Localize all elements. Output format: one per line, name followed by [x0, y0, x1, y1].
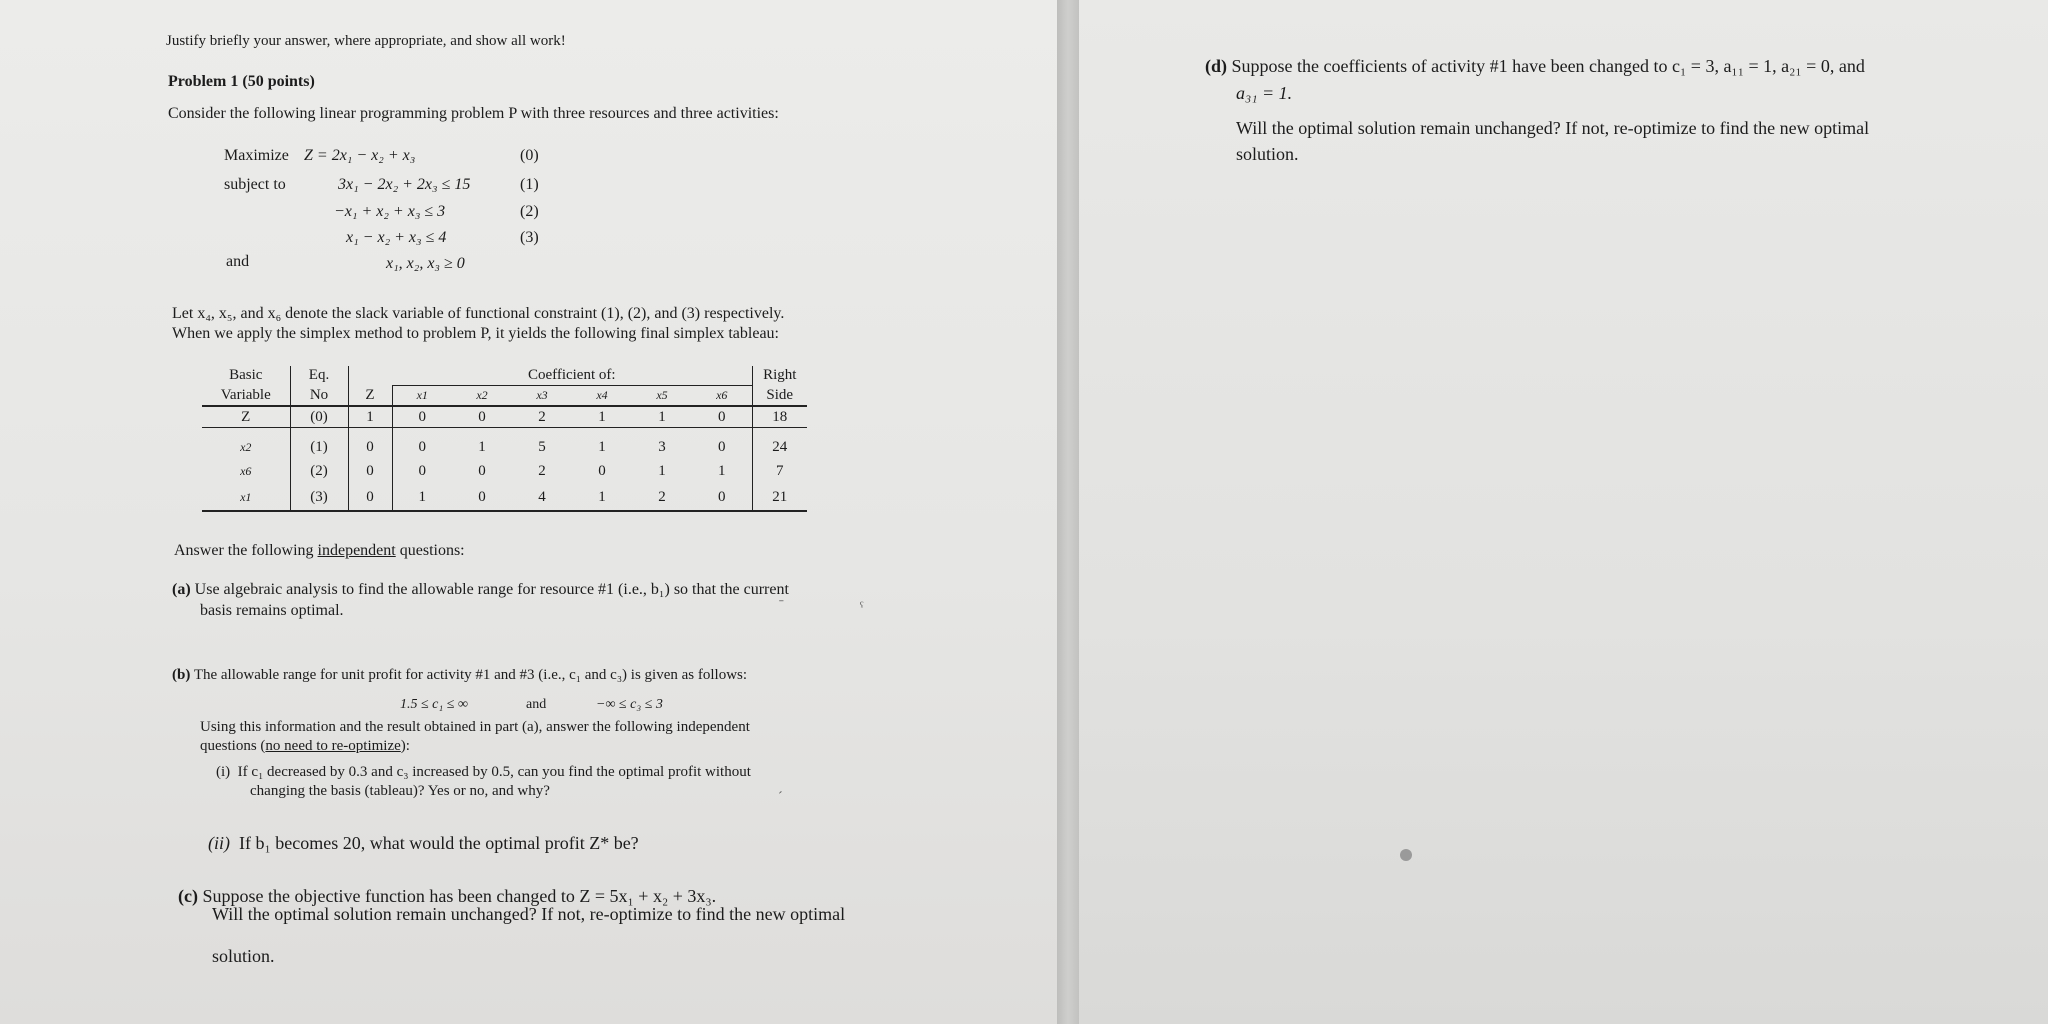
cell: 1 [572, 484, 632, 511]
cell: 1 [348, 406, 392, 428]
page-gutter [1057, 0, 1079, 1024]
header-var: x4 [572, 386, 632, 407]
question-d-line3: Will the optimal solution remain unchanged? If not, re-optimize to find the new optimal [1236, 118, 1870, 138]
row-eq: (3) [290, 484, 348, 511]
row-rhs: 24 [752, 428, 807, 458]
question-b-i-line2: changing the basis (tableau)? Yes or no, and why? [250, 783, 550, 799]
slack-text-2: When we apply the simplex method to problem P, it yields the following final simplex tableau: [172, 325, 779, 342]
cell: 0 [718, 439, 726, 455]
question-c: (c) Suppose the objective function has been changed to Z = 5x₁ + x₂ + 3x₃. [178, 886, 717, 906]
instructions: Justify briefly your answer, where appropriate, and show all work! [166, 33, 566, 49]
stray-mark: ˉ [779, 598, 784, 613]
cell: 1 [478, 439, 486, 455]
question-b-line2: Using this information and the result obtained in part (a), answer the following independent [200, 719, 750, 735]
constraint-3-tag: (3) [520, 229, 539, 246]
cell: 0 [348, 484, 392, 511]
question-b-line3: questions (no need to re-optimize): [200, 738, 410, 754]
header-z: Z [348, 386, 392, 407]
cell: 0 [392, 457, 452, 484]
header-coefficient: Coefficient of: [392, 366, 752, 386]
subject-to-label: subject to [224, 176, 286, 193]
row-rhs: 7 [752, 457, 807, 484]
header-var: x5 [632, 386, 692, 407]
constraint-2: −x₁ + x₂ + x₃ ≤ 3 [334, 203, 446, 220]
row-eq: (0) [290, 406, 348, 428]
header-eq: Eq. [290, 366, 348, 386]
header-var: x2 [452, 386, 512, 407]
stray-mark: ˊ [778, 790, 783, 805]
header-var: x1 [392, 386, 452, 407]
row-rhs: 21 [752, 484, 807, 511]
cell: 2 [632, 484, 692, 511]
stray-mark: ˁ [860, 600, 864, 615]
question-a: (a) Use algebraic analysis to find the allowable range for resource #1 (i.e., b₁) so that the current [172, 581, 789, 598]
question-c-line2: Will the optimal solution remain unchanged? If not, re-optimize to find the new optimal [212, 904, 846, 924]
cell: 1 [658, 462, 666, 479]
question-c-line3: solution. [212, 946, 275, 966]
tableau-header-row-1 [202, 366, 807, 386]
right-page [1079, 0, 2048, 1024]
marker-dot [1400, 849, 1412, 861]
cell: 0 [348, 428, 392, 458]
header-right: Right [752, 366, 807, 386]
tableau-header-row-2 [202, 386, 807, 407]
row-basic: Z [202, 406, 290, 428]
question-a-line2: basis remains optimal. [200, 602, 344, 619]
header-basic: Basic [229, 367, 263, 384]
cell: 1 [632, 406, 692, 428]
cell: 0 [452, 406, 512, 428]
constraint-3: x₁ − x₂ + x₃ ≤ 4 [346, 229, 447, 246]
row-rhs: 18 [752, 406, 807, 428]
cell: 0 [348, 457, 392, 484]
and-label: and [226, 253, 250, 270]
range-c3: −∞ ≤ c₃ ≤ 3 [596, 697, 663, 712]
constraint-1: 3x₁ − 2x₂ + 2x₃ ≤ 15 [338, 176, 471, 193]
cell: 3 [658, 439, 666, 455]
row-basic: x2 [240, 440, 252, 454]
cell: 0 [478, 462, 486, 479]
question-b-i: (i) If c₁ decreased by 0.3 and c₃ increased by 0.5, can you find the optimal profit without [216, 764, 751, 780]
cell: 0 [692, 484, 752, 511]
question-d-line2: a₃₁ = 1. [1236, 83, 1293, 103]
question-b: (b) The allowable range for unit profit for activity #1 and #3 (i.e., c₁ and c₃) is given as follows: [172, 667, 748, 683]
slack-text-1: Let x₄, x₅, and x₆ denote the slack variable of functional constraint (1), (2), and (3) respectively. [172, 305, 785, 322]
header-no: No [290, 386, 348, 407]
objective-tag: (0) [520, 147, 539, 164]
cell: 1 [392, 484, 452, 511]
header-variable: Variable [202, 386, 290, 407]
row-basic: x6 [240, 463, 252, 478]
constraint-1-tag: (1) [520, 176, 539, 193]
cell: 5 [538, 439, 546, 455]
cell: 0 [392, 406, 452, 428]
constraint-2-tag: (2) [520, 203, 539, 220]
cell: 2 [512, 406, 572, 428]
header-var: x6 [692, 386, 752, 407]
cell: 0 [598, 462, 606, 479]
question-d: (d) Suppose the coefficients of activity #1 have been changed to c₁ = 3, a₁₁ = 1, a₂₁ = 0, and [1205, 56, 1865, 76]
simplex-tableau [202, 366, 807, 512]
row-basic: x1 [202, 484, 290, 511]
cell: 0 [692, 406, 752, 428]
row-eq: (2) [290, 457, 348, 484]
objective-label: Maximize [224, 147, 289, 164]
question-b-ii: (ii) If b₁ becomes 20, what would the optimal profit Z* be? [208, 833, 639, 853]
objective-function: Z = 2x₁ − x₂ + x₃ [304, 147, 416, 164]
header-var: x3 [512, 386, 572, 407]
range-c1: 1.5 ≤ c₁ ≤ ∞ [400, 697, 468, 712]
table-row [202, 428, 807, 458]
question-d-line4: solution. [1236, 144, 1299, 164]
table-row [202, 406, 807, 428]
table-row [202, 484, 807, 511]
nonnegativity: x₁, x₂, x₃ ≥ 0 [386, 255, 465, 272]
cell: 1 [572, 406, 632, 428]
cell: 2 [538, 462, 546, 479]
table-row [202, 457, 807, 484]
header-side: Side [752, 386, 807, 407]
cell: 1 [718, 462, 726, 479]
problem-intro: Consider the following linear programming problem P with three resources and three activities: [168, 105, 779, 122]
cell: 0 [392, 428, 452, 458]
cell: 0 [452, 484, 512, 511]
row-eq: (1) [290, 428, 348, 458]
answer-intro: Answer the following independent questions: [174, 542, 465, 559]
problem-title: Problem 1 (50 points) [168, 73, 315, 90]
range-and: and [526, 697, 547, 712]
cell: 4 [512, 484, 572, 511]
cell: 1 [598, 439, 606, 455]
